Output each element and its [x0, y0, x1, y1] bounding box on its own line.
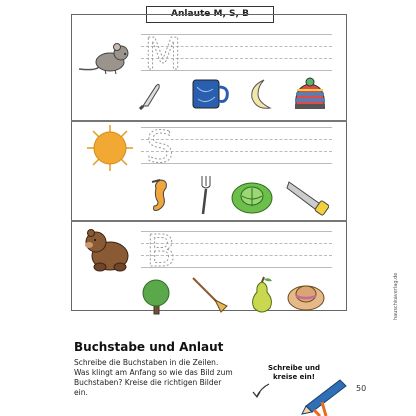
sun-icon: [86, 124, 134, 172]
page-number: 50: [356, 384, 367, 393]
letter-trace[interactable]: [142, 125, 182, 165]
fork-icon[interactable]: [197, 174, 215, 216]
row-divider-1: [71, 120, 347, 122]
section-title: Buchstabe und Anlaut: [74, 340, 224, 354]
callout-text: Schreibe und kreise ein!: [268, 364, 320, 381]
instruction-text: Schreibe die Buchstaben in die Zeilen. Was klingt am Anfang so wie das Bild zum Buchstaben? Kreise die richtigen Bilder ein.: [74, 358, 233, 397]
moon-icon[interactable]: [246, 78, 276, 112]
hat-icon[interactable]: [292, 76, 328, 112]
broom-icon[interactable]: [191, 276, 231, 314]
seahorse-icon[interactable]: [146, 176, 172, 216]
mouse-icon: [77, 39, 137, 75]
row-divider-2: [71, 220, 347, 222]
header-title: Anlaute M, S, B: [146, 6, 274, 23]
svg-text:S: S: [146, 125, 174, 165]
hat-icon[interactable]: [286, 280, 326, 312]
cup-icon[interactable]: [189, 75, 231, 113]
bear-icon: [82, 228, 132, 272]
knife-icon[interactable]: [138, 80, 164, 110]
lettuce-icon[interactable]: [230, 176, 274, 216]
saw-icon[interactable]: [283, 176, 329, 216]
tree-icon[interactable]: [138, 278, 174, 316]
svg-text:B: B: [146, 229, 177, 269]
pencil-icon: [300, 372, 352, 416]
arrow-icon: [251, 382, 271, 400]
side-credit: hauschkaverlag.de: [393, 272, 399, 320]
svg-text:M: M: [144, 32, 182, 72]
pear-icon[interactable]: [246, 276, 278, 316]
letter-trace[interactable]: [142, 229, 182, 269]
letter-trace[interactable]: [142, 32, 182, 72]
